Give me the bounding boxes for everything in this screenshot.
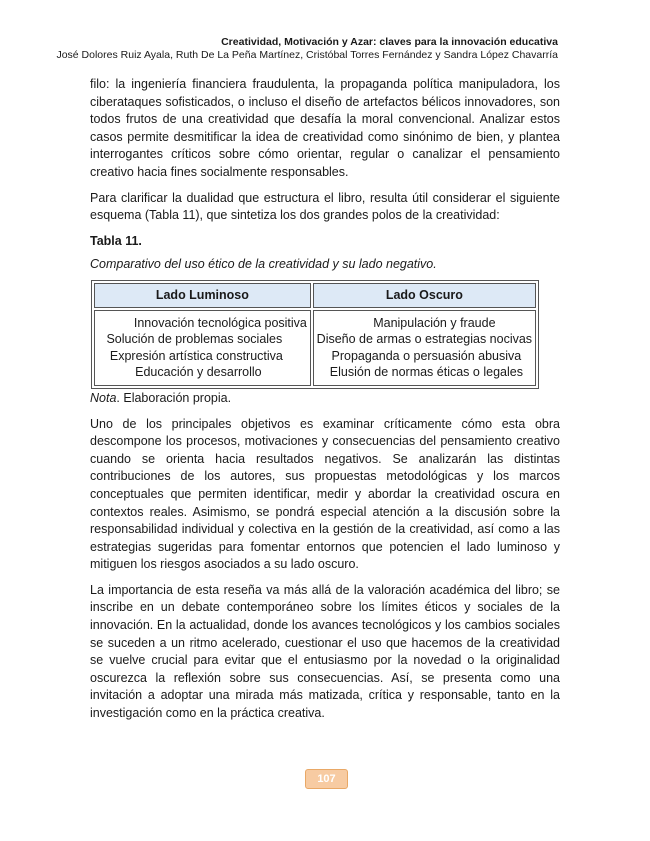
book-title: Creatividad, Motivación y Azar: claves para la innovación educativa [221,36,558,48]
list-item: Elusión de normas éticas o legales [329,365,523,380]
table-row [94,310,536,386]
column-header-luminoso: Lado Luminoso [94,283,311,308]
list-item: Diseño de armas o estrategias nocivas [316,332,533,347]
luminoso-cell [94,310,311,386]
table-header-row [94,283,536,308]
table-caption: Comparativo del uso ético de la creatividad y su lado negativo. [90,257,437,272]
list-item: Educación y desarrollo [135,365,262,380]
paragraph: Para clarificar la dualidad que estructura el libro, resulta útil considerar el siguiente esquema (Tabla 11), que sintetiza los dos grandes polos de la creatividad: [90,190,560,223]
paragraph: Uno de los principales objetivos es examinar críticamente cómo esta obra descompone los procesos, motivaciones y consecuencias del pensamiento creativo cuando se orienta hacia resultados negativos. Se analizarán las distintas contribuciones de los autores, sus propuestas metodológicas y los marcos conceptuales que permiten identificar, medir y abordar la creatividad oscura en contextos reales. Asimismo, se pondrá especial atención a la discusión sobre la responsabilidad individual y colectiva en la gestión de la creatividad, así como a las estrategias sugeridas para fomentar entornos que potencien el lado luminoso y mitiguen los riesgos asociados a su lado oscuro. [90,416,560,572]
list-item: Manipulación y fraude [373,315,496,330]
list-item: Propaganda o persuasión abusiva [331,348,522,363]
table-label: Tabla 11. [90,233,142,248]
list-item: Innovación tecnológica positiva [133,315,307,330]
page-number-badge: 107 [305,769,348,789]
table-note [90,390,560,408]
oscuro-cell [313,310,536,386]
authors-line: José Dolores Ruiz Ayala, Ruth De La Peña Martínez, Cristóbal Torres Fernández y Sandra López Chavarría [56,49,558,61]
list-item: Solución de problemas sociales [106,332,283,347]
page-body [90,76,560,731]
paragraph: filo: la ingeniería financiera fraudulenta, la propaganda política manipuladora, los ciberataques sofisticados, o incluso el diseño de artefactos bélicos innovadores, son todos frutos de una creatividad que desafía la moral convencional. Analizar estos casos permite desmitificar la idea de creatividad como sinónimo de bien, y plantea interrogantes críticos sobre cómo orientar, regular o canalizar el pensamiento creativo hacia fines socialmente responsables. [90,77,560,179]
comparison-table [91,280,539,389]
list-item: Expresión artística constructiva [109,348,283,363]
paragraph: La importancia de esta reseña va más allá de la valoración académica del libro; se inscribe en un debate contemporáneo sobre los límites éticos y sociales de la innovación. En la actualidad, donde los avances tecnológicos y los cambios sociales se suceden a un ritmo acelerado, cuestionar el uso que hacemos de la creatividad se vuelve crucial para evitar que el entusiasmo por la novedad o la originalidad oscurezca la reflexión sobre sus consecuencias. Así, se presenta como una invitación a adoptar una mirada más matizada, crítica y responsable, tanto en la investigación como en la práctica creativa. [90,582,560,721]
running-header [56,36,558,62]
note-text: . Elaboración propia. [116,390,232,405]
note-label: Nota [90,390,117,405]
column-header-oscuro: Lado Oscuro [313,283,536,308]
